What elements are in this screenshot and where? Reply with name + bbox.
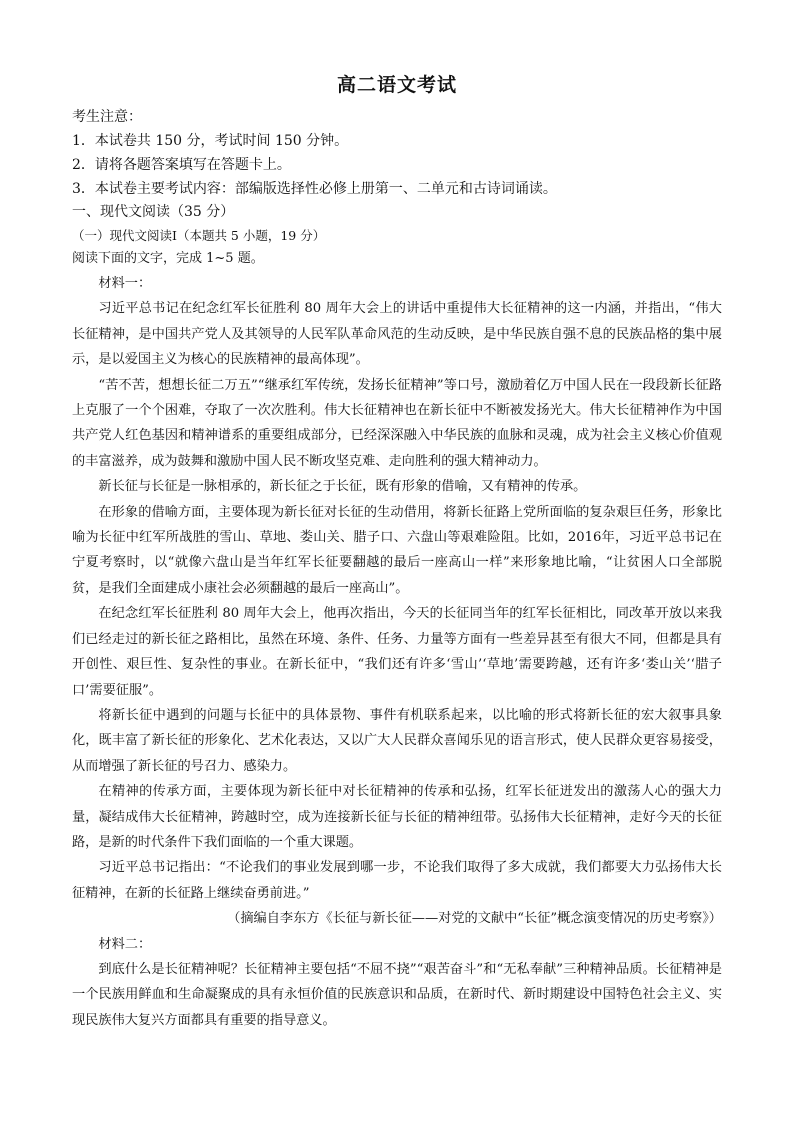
material1-paragraph: 习近平总书记指出：“不论我们的事业发展到哪一步，不论我们取得了多大成就，我们都要大力弘扬伟大长征精神，在新的长征路上继续奋勇前进。” — [72, 860, 722, 901]
notice-item-1: 1．本试卷共 150 分，考试时间 150 分钟。 — [72, 133, 349, 149]
reading-instruction: 阅读下面的文字，完成 1~5 题。 — [72, 251, 264, 266]
material2-paragraph: 到底什么是长征精神呢？长征精神主要包括“不屈不挠”“艰苦奋斗”和“无私奉献”三种精神品质。长征精神是一个民族用鲜血和生命凝聚成的具有永恒价值的民族意识和品质，在新时代、新时期建设中国特色社会主义、实现民族伟大复兴方面都具有重要的指导意义。 — [72, 961, 722, 1028]
reading-passage — [72, 271, 722, 1033]
notice-heading: 考生注意： — [72, 109, 142, 125]
exam-title: 高二语文考试 — [336, 74, 457, 96]
material1-source: （摘编自李东方《长征与新长征——对党的文献中“长征”概念演变情况的历史考察》） — [227, 911, 722, 927]
exam-page — [72, 70, 722, 1033]
notice-item-2: 2．请将各题答案填写在答题卡上。 — [72, 157, 291, 173]
material1-label: 材料一： — [98, 276, 152, 291]
material1-paragraph: 在精神的传承方面，主要体现为新长征中对长征精神的传承和弘扬，红军长征迸发出的激荡人心的强大力量，凝结成伟大长征精神，跨越时空，成为连接新长征与长征的精神纽带。弘扬伟大长征精神，走好今天的长征路，是新的时代条件下我们面临的一个重大课题。 — [72, 784, 722, 850]
material1-paragraph: “苦不苦，想想长征二万五”“继承红军传统，发扬长征精神”等口号，激励着亿万中国人民在一段段新长征路上克服了一个个困难，夺取了一次次胜利。伟大长征精神也在新长征中不断被发扬光大。伟大长征精神作为中国共产党人红色基因和精神谱系的重要组成部分，已经深深融入中华民族的血脉和灵魂，成为社会主义核心价值观的丰富滋养，成为鼓舞和激励中国人民不断攻坚克难、走向胜利的强大精神动力。 — [72, 377, 722, 469]
material1-paragraph: 习近平总书记在纪念红军长征胜利 80 周年大会上的讲话中重提伟大长征精神的这一内涵，并指出，“伟大长征精神，是中国共产党人及其领导的人民军队革命风范的生动反映，是中华民族自强不息的民族品格的集中展示，是以爱国主义为核心的民族精神的最高体现”。 — [72, 301, 722, 368]
subsection-title: （一）现代文阅读I（本题共 5 小题，19 分） — [72, 228, 326, 243]
notice-item-3: 3．本试卷主要考试内容：部编版选择性必修上册第一、二单元和古诗词诵读。 — [72, 181, 557, 197]
material2-label: 材料二： — [98, 936, 152, 952]
section-title: 一、现代文阅读（35 分） — [72, 204, 235, 220]
material1-paragraph: 在形象的借喻方面，主要体现为新长征对长征的生动借用，将新长征路上党所面临的复杂艰巨任务，形象比喻为长征中红军所战胜的雪山、草地、娄山关、腊子口、六盘山等艰难险阻。比如，2016年，习近平总书记在宁夏考察时，以“就像六盘山是当年红军长征要翻越的最后一座高山一样”来形象地比喻，“让贫困人口全部脱贫，是我们全面建成小康社会必须翻越的最后一座高山”。 — [72, 504, 722, 596]
material1-paragraph: 新长征与长征是一脉相承的，新长征之于长征，既有形象的借喻，又有精神的传承。 — [98, 479, 587, 495]
material1-paragraph: 在纪念红军长征胜利 80 周年大会上，他再次指出，今天的长征同当年的红军长征相比，同改革开放以来我们已经走过的新长征之路相比，虽然在环境、条件、任务、力量等方面有一些差异甚至有很大不同，但都是具有开创性、艰巨性、复杂性的事业。在新长征中，“我们还有许多‘雪山’‘草地’需要跨越，还有许多‘娄山关’‘腊子口’需要征服”。 — [72, 606, 722, 698]
material1-paragraph: 将新长征中遇到的问题与长征中的具体景物、事件有机联系起来，以比喻的形式将新长征的宏大叙事具象化，既丰富了新长征的形象化、艺术化表达，又以广大人民群众喜闻乐见的语言形式，使人民群众更容易接受，从而增强了新长征的号召力、感染力。 — [72, 707, 722, 774]
notice-block — [72, 105, 722, 201]
